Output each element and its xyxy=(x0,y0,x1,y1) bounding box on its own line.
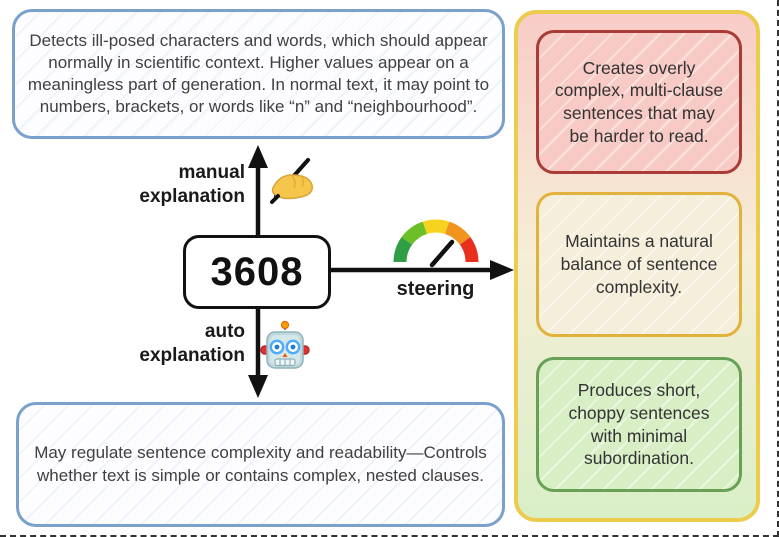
auto-explanation-box xyxy=(16,402,505,527)
steering-panel xyxy=(514,10,760,522)
manual-explanation-label: manual explanation xyxy=(139,162,245,207)
feature-id-value: 3608 xyxy=(210,249,304,294)
auto-explanation-text: May regulate sentence complexity and readability—Controls whether text is simple or contains complex, nested clauses. xyxy=(34,443,487,485)
steering-outcome-0 xyxy=(536,30,742,174)
auto-explanation-label: auto explanation xyxy=(139,321,245,366)
steering-label: steering xyxy=(396,278,475,300)
writing-hand-icon xyxy=(264,156,318,208)
feature-id-box xyxy=(183,235,331,309)
manual-explanation-box xyxy=(12,9,505,139)
steering-outcome-2 xyxy=(536,357,742,492)
steering-outcome-1-text: Maintains a natural balance of sentence complexity. xyxy=(560,231,718,297)
steering-outcome-2-text: Produces short, choppy sentences with minimal subordination. xyxy=(568,380,710,469)
gauge-icon xyxy=(386,206,486,268)
manual-explanation-text: Detects ill-posed characters and words, which should appear normally in scientific context. Higher values appear on a meaningless part of generation. In normal text, it may point to numbers, brackets, or words like “n” and “neighbourhood”. xyxy=(27,30,490,117)
robot-icon xyxy=(260,320,310,374)
steering-outcome-0-text: Creates overly complex, multi-clause sentences that may be harder to read. xyxy=(554,57,724,146)
steering-outcome-1 xyxy=(536,192,742,337)
